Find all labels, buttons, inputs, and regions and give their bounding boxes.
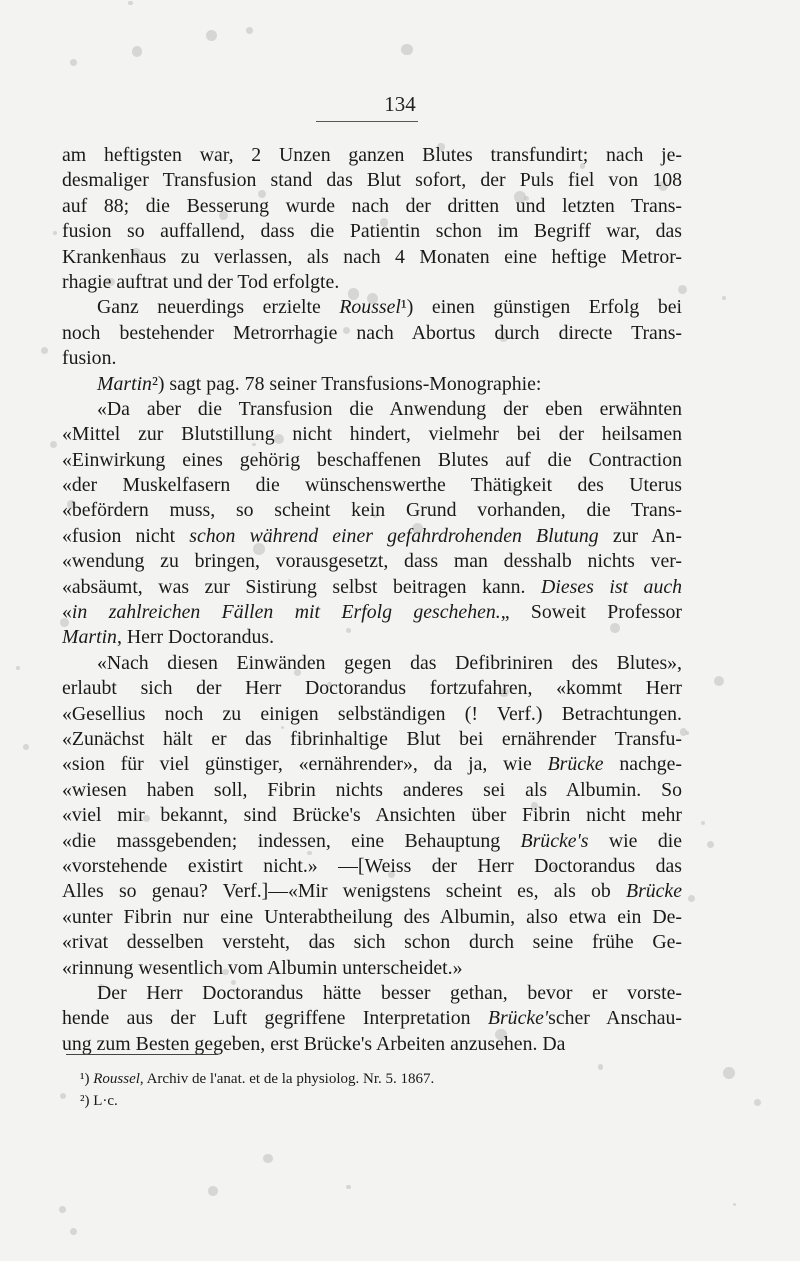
text-segment: «rinnung wesentlich vom Albumin unterscheidet.» (62, 956, 463, 979)
text-segment: «absäumt, was zur Sistirung selbst beitragen kann. (62, 575, 542, 598)
text-segment: «die massgebenden; indessen, eine Behauptung (62, 829, 521, 852)
paper-speck (346, 1185, 350, 1189)
text-line (62, 625, 682, 650)
text-line (62, 473, 682, 498)
italic-name: Brücke (547, 753, 604, 776)
text-segment: «unter Fibrin nur eine Unterabtheilung des Albumin, also etwa ein De- (62, 905, 682, 928)
paper-speck (401, 44, 413, 56)
text-segment: auf 88; die Besserung wurde nach der dritten und letzten Trans- (62, 194, 682, 217)
text-line (62, 575, 682, 600)
paper-speck (16, 666, 20, 670)
paper-speck (701, 821, 705, 825)
italic-name: Brücke' (487, 1007, 549, 1030)
text-segment: desmaliger Transfusion stand das Blut sofort, der Puls fiel von 108 (62, 169, 682, 192)
text-line (62, 194, 682, 219)
paper-speck (50, 441, 57, 448)
paper-speck (246, 27, 254, 35)
italic-name: Roussel (339, 296, 401, 319)
text-segment: «Gesellius noch zu einigen selbständigen (! Verf.) Betrachtungen. (62, 702, 682, 725)
text-segment: Der Herr Doctorandus hätte besser gethan, bevor er vorste- (97, 981, 682, 1004)
text-line (62, 803, 682, 828)
text-segment: «viel mir bekannt, sind Brücke's Ansichten über Fibrin nicht mehr (62, 804, 682, 827)
footnote-author: Roussel (93, 1071, 140, 1087)
paper-speck (722, 296, 726, 300)
text-segment: fusion so auffallend, dass die Patientin schon im Begriff war, das (62, 220, 682, 243)
text-segment: zur An- (598, 524, 682, 547)
footnote-text: ²) L·c. (80, 1093, 118, 1109)
footnote-text: ¹) (80, 1071, 94, 1087)
text-segment: Krankenhaus zu verlassen, als nach 4 Monaten eine heftige Metror- (62, 245, 682, 268)
text-segment: Ganz neuerdings erzielte (97, 296, 340, 319)
page-number: 134 (384, 92, 416, 116)
italic-name: Brücke (625, 880, 682, 903)
italic-name: schon während einer gefahrdrohenden Blutung (189, 524, 599, 547)
text-line (62, 143, 682, 168)
text-segment: «wiesen haben soll, Fibrin nichts anderes sei als Albumin. So (62, 778, 682, 801)
text-segment: «Mittel zur Blutstillung nicht hindert, vielmehr bei der heilsamen (62, 423, 682, 446)
italic-name: Martin (62, 626, 117, 649)
paper-speck (688, 895, 695, 902)
page-number-rule (316, 121, 418, 122)
body-text (62, 143, 682, 1057)
paper-speck (128, 1, 132, 5)
text-line (62, 829, 682, 854)
text-segment: «vorstehende existirt nicht.» —[Weiss der Herr Doctorandus das (62, 854, 682, 877)
text-line (62, 448, 682, 473)
paper-speck (206, 30, 217, 41)
text-line (62, 1006, 682, 1031)
footnotes (80, 1068, 600, 1112)
text-segment: «der Muskelfasern die wünschenswerthe Thätigkeit des Uterus (62, 474, 682, 497)
paper-speck (70, 1228, 77, 1235)
text-segment: rhagie auftrat und der Tod erfolgte. (62, 270, 340, 293)
italic-name: in zahlreichen Fällen mit Erfolg geschehen. (71, 601, 501, 624)
text-line (62, 270, 682, 295)
text-segment: hende aus der Luft gegriffene Interpretation (62, 1007, 488, 1030)
paper-speck (59, 1206, 66, 1213)
text-segment: «Da aber die Transfusion die Anwendung der eben erwähnten (97, 397, 682, 420)
text-segment: am heftigsten war, 2 Unzen ganzen Blutes transfundirt; nach je- (62, 144, 682, 166)
footnote (80, 1090, 600, 1112)
text-line (62, 905, 682, 930)
text-line (62, 956, 682, 981)
paper-speck (208, 1186, 218, 1196)
text-segment: „ Soweit Professor (500, 601, 682, 624)
text-line (62, 422, 682, 447)
text-line (62, 498, 682, 523)
paper-speck (723, 1067, 735, 1079)
text-line (62, 854, 682, 879)
text-line (62, 651, 682, 676)
text-line (62, 752, 682, 777)
paper-speck (733, 1203, 736, 1206)
text-segment: «befördern muss, so scheint kein Grund vorhanden, die Trans- (62, 499, 682, 522)
italic-name: Dieses ist auch (541, 575, 682, 598)
paper-speck (714, 676, 724, 686)
text-segment: Alles so genau? Verf.]—«Mir wenigstens scheint es, als ob (62, 880, 626, 903)
paper-speck (53, 231, 57, 235)
text-segment: nachge- (603, 753, 682, 776)
text-line (62, 727, 682, 752)
text-segment: ung zum Besten gegeben, erst Brücke's Arbeiten anzusehen. Da (62, 1032, 566, 1055)
text-line (62, 219, 682, 244)
paper-speck (70, 59, 77, 66)
paper-speck (60, 1093, 66, 1099)
text-segment: «Zunächst hält er das fibrinhaltige Blut bei ernährender Transfu- (62, 727, 682, 750)
text-line (62, 321, 682, 346)
paper-speck (132, 46, 142, 56)
text-segment: noch bestehender Metrorrhagie nach Abortus durch directe Trans- (62, 321, 682, 344)
paper-speck (41, 347, 48, 354)
text-line (62, 600, 682, 625)
text-line (62, 168, 682, 193)
text-segment: «sion für viel günstiger, «ernährender», da ja, wie (62, 753, 548, 776)
footnote-rule (66, 1054, 218, 1055)
text-segment: «rivat desselben versteht, das sich schon durch seine frühe Ge- (62, 931, 682, 954)
text-segment: scher Anschau- (548, 1007, 682, 1030)
text-segment: «Nach diesen Einwänden gegen das Defibriniren des Blutes», (97, 651, 682, 674)
italic-name: Brücke's (520, 829, 589, 852)
paper-speck (754, 1099, 761, 1106)
text-line (62, 930, 682, 955)
italic-name: Martin (97, 372, 152, 395)
footnote-text: , Archiv de l'anat. et de la physiolog. Nr. 5. 1867. (139, 1071, 435, 1087)
text-line (62, 295, 682, 320)
text-segment: ²) sagt pag. 78 seiner Transfusions-Monographie: (151, 372, 542, 395)
footnote (80, 1068, 600, 1090)
text-segment: wie die (588, 829, 682, 852)
text-segment: erlaubt sich der Herr Doctorandus fortzufahren, «kommt Herr (62, 677, 682, 700)
text-segment: «fusion nicht (62, 524, 190, 547)
text-line (62, 676, 682, 701)
text-segment: «Einwirkung eines gehörig beschaffenen Blutes auf die Contraction (62, 448, 682, 471)
text-segment: , Herr Doctorandus. (116, 626, 275, 649)
text-line (62, 549, 682, 574)
text-line (62, 778, 682, 803)
paper-speck (23, 744, 29, 750)
text-line (62, 397, 682, 422)
paper-speck (263, 1154, 273, 1164)
text-line (62, 346, 682, 371)
text-line (62, 372, 682, 397)
text-segment: «wendung zu bringen, vorausgesetzt, dass man desshalb nichts ver- (62, 550, 682, 573)
paper-speck (707, 841, 714, 848)
text-line (62, 702, 682, 727)
text-line (62, 879, 682, 904)
text-line (62, 524, 682, 549)
text-line (62, 245, 682, 270)
text-line (62, 981, 682, 1006)
text-segment: « (62, 601, 72, 624)
text-segment: fusion. (62, 347, 117, 370)
text-segment: ¹) einen günstigen Erfolg bei (400, 296, 682, 319)
